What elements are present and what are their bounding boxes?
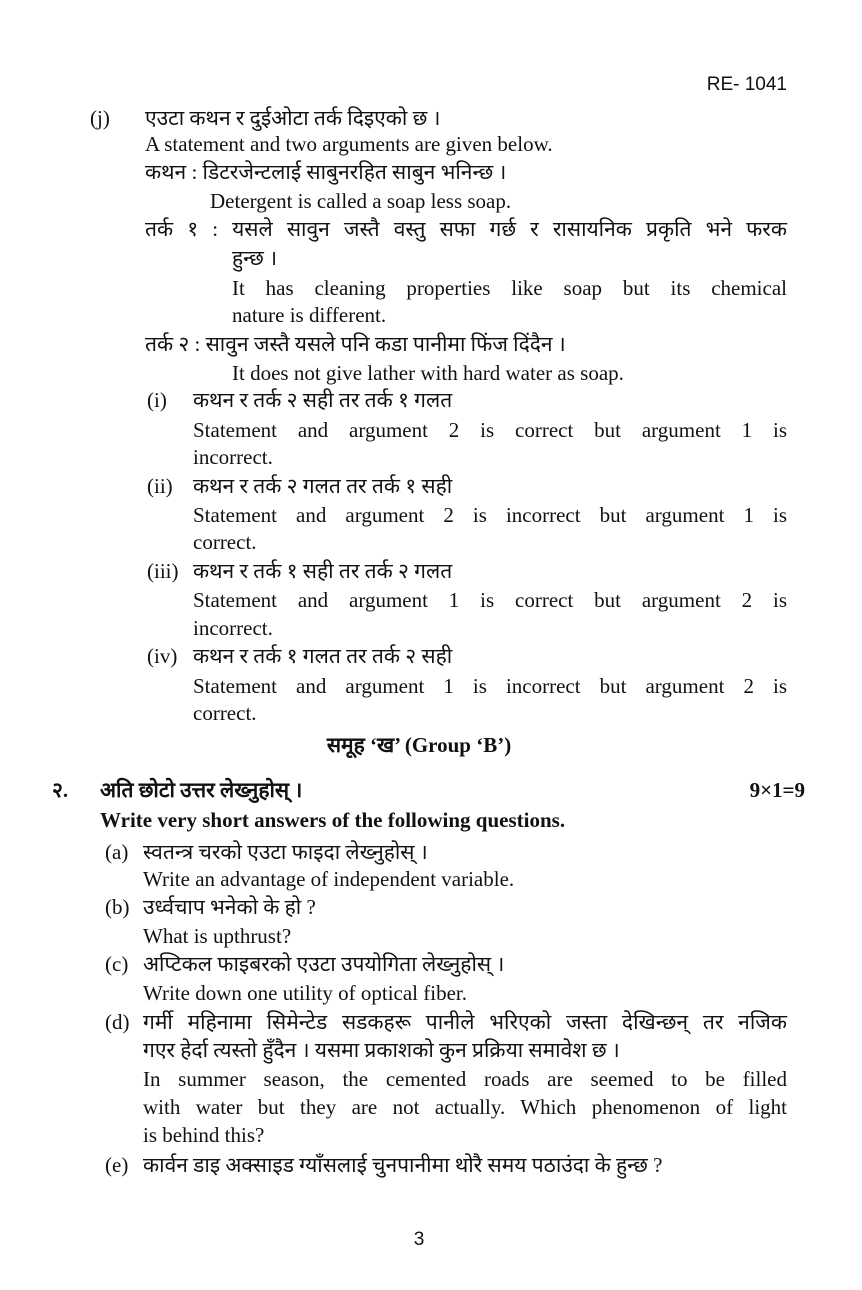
item-en: In summer season, the cemented roads are seemed to be filled — [143, 1067, 787, 1091]
option-en: Statement and argument 2 is incorrect but argument 1 is — [193, 503, 787, 527]
argument-1-np-cont: हुन्छ । — [232, 246, 278, 270]
option-en-cont: incorrect. — [193, 616, 273, 640]
item-label: (a) — [105, 840, 129, 864]
question-title-np: अति छोटो उत्तर लेख्नुहोस् । — [100, 778, 303, 802]
argument-1-np: तर्क १ : यसले सावुन जस्तै वस्तु सफा गर्छ र रासायनिक प्रकृति भने फरक — [145, 217, 787, 241]
option-label: (ii) — [147, 474, 173, 498]
item-np: गर्मी महिनामा सिमेन्टेड सडकहरू पानीले भरिएको जस्ता देखिन्छन् तर नजिक — [143, 1010, 787, 1034]
question-text-en: A statement and two arguments are given below. — [145, 132, 553, 156]
item-np: कार्वन डाइ अक्साइड ग्याँसलाई चुनपानीमा थोरै समय पठाउंदा के हुन्छ ? — [143, 1153, 663, 1177]
question-number: २. — [52, 778, 69, 802]
item-label: (d) — [105, 1010, 130, 1034]
statement-np: कथन : डिटरजेन्टलाई साबुनरहित साबुन भनिन्छ । — [145, 160, 507, 184]
item-np-cont: गएर हेर्दा त्यस्तो हुँदैन । यसमा प्रकाशको कुन प्रक्रिया समावेश छ । — [143, 1038, 620, 1062]
question-text-np: एउटा कथन र दुईओटा तर्क दिइएको छ । — [145, 106, 441, 130]
page-number: 3 — [413, 1229, 425, 1250]
option-np: कथन र तर्क १ सही तर तर्क २ गलत — [193, 559, 453, 583]
argument-2-en: It does not give lather with hard water as soap. — [232, 361, 624, 385]
item-np: स्वतन्त्र चरको एउटा फाइदा लेख्नुहोस् । — [143, 840, 428, 864]
statement-en: Detergent is called a soap less soap. — [210, 189, 512, 213]
item-np: अप्टिकल फाइबरको एउटा उपयोगिता लेख्नुहोस् । — [143, 952, 505, 976]
option-en-cont: incorrect. — [193, 445, 273, 469]
option-en: Statement and argument 1 is incorrect but argument 2 is — [193, 674, 787, 698]
item-en-cont: with water but they are not actually. Which phenomenon of light — [143, 1095, 787, 1119]
option-en-cont: correct. — [193, 530, 257, 554]
question-label: (j) — [90, 106, 110, 130]
group-heading: समूह ‘ख’ (Group ‘B’) — [326, 733, 512, 757]
option-np: कथन र तर्क २ गलत तर तर्क १ सही — [193, 474, 453, 498]
option-en: Statement and argument 2 is correct but argument 1 is — [193, 418, 787, 442]
option-np: कथन र तर्क १ गलत तर तर्क २ सही — [193, 644, 453, 668]
item-np: उर्ध्वचाप भनेको के हो ? — [143, 895, 316, 919]
item-en-cont: is behind this? — [143, 1123, 265, 1147]
item-en: Write an advantage of independent variable. — [143, 867, 515, 891]
paper-code: RE- 1041 — [706, 74, 787, 95]
argument-1-en: It has cleaning properties like soap but its chemical — [232, 276, 787, 300]
argument-1-en-cont: nature is different. — [232, 303, 387, 327]
item-label: (e) — [105, 1153, 129, 1177]
question-title-en: Write very short answers of the following questions. — [100, 808, 566, 832]
item-en: What is upthrust? — [143, 924, 292, 948]
option-label: (i) — [147, 388, 167, 412]
option-np: कथन र तर्क २ सही तर तर्क १ गलत — [193, 388, 453, 412]
argument-2-np: तर्क २ : सावुन जस्तै यसले पनि कडा पानीमा फिंज दिंदैन । — [145, 332, 566, 356]
option-en: Statement and argument 1 is correct but argument 2 is — [193, 588, 787, 612]
option-label: (iii) — [147, 559, 179, 583]
item-label: (b) — [105, 895, 130, 919]
marks: 9×1=9 — [749, 778, 805, 802]
item-label: (c) — [105, 952, 129, 976]
item-en: Write down one utility of optical fiber. — [143, 981, 467, 1005]
option-en-cont: correct. — [193, 701, 257, 725]
option-label: (iv) — [147, 644, 178, 668]
